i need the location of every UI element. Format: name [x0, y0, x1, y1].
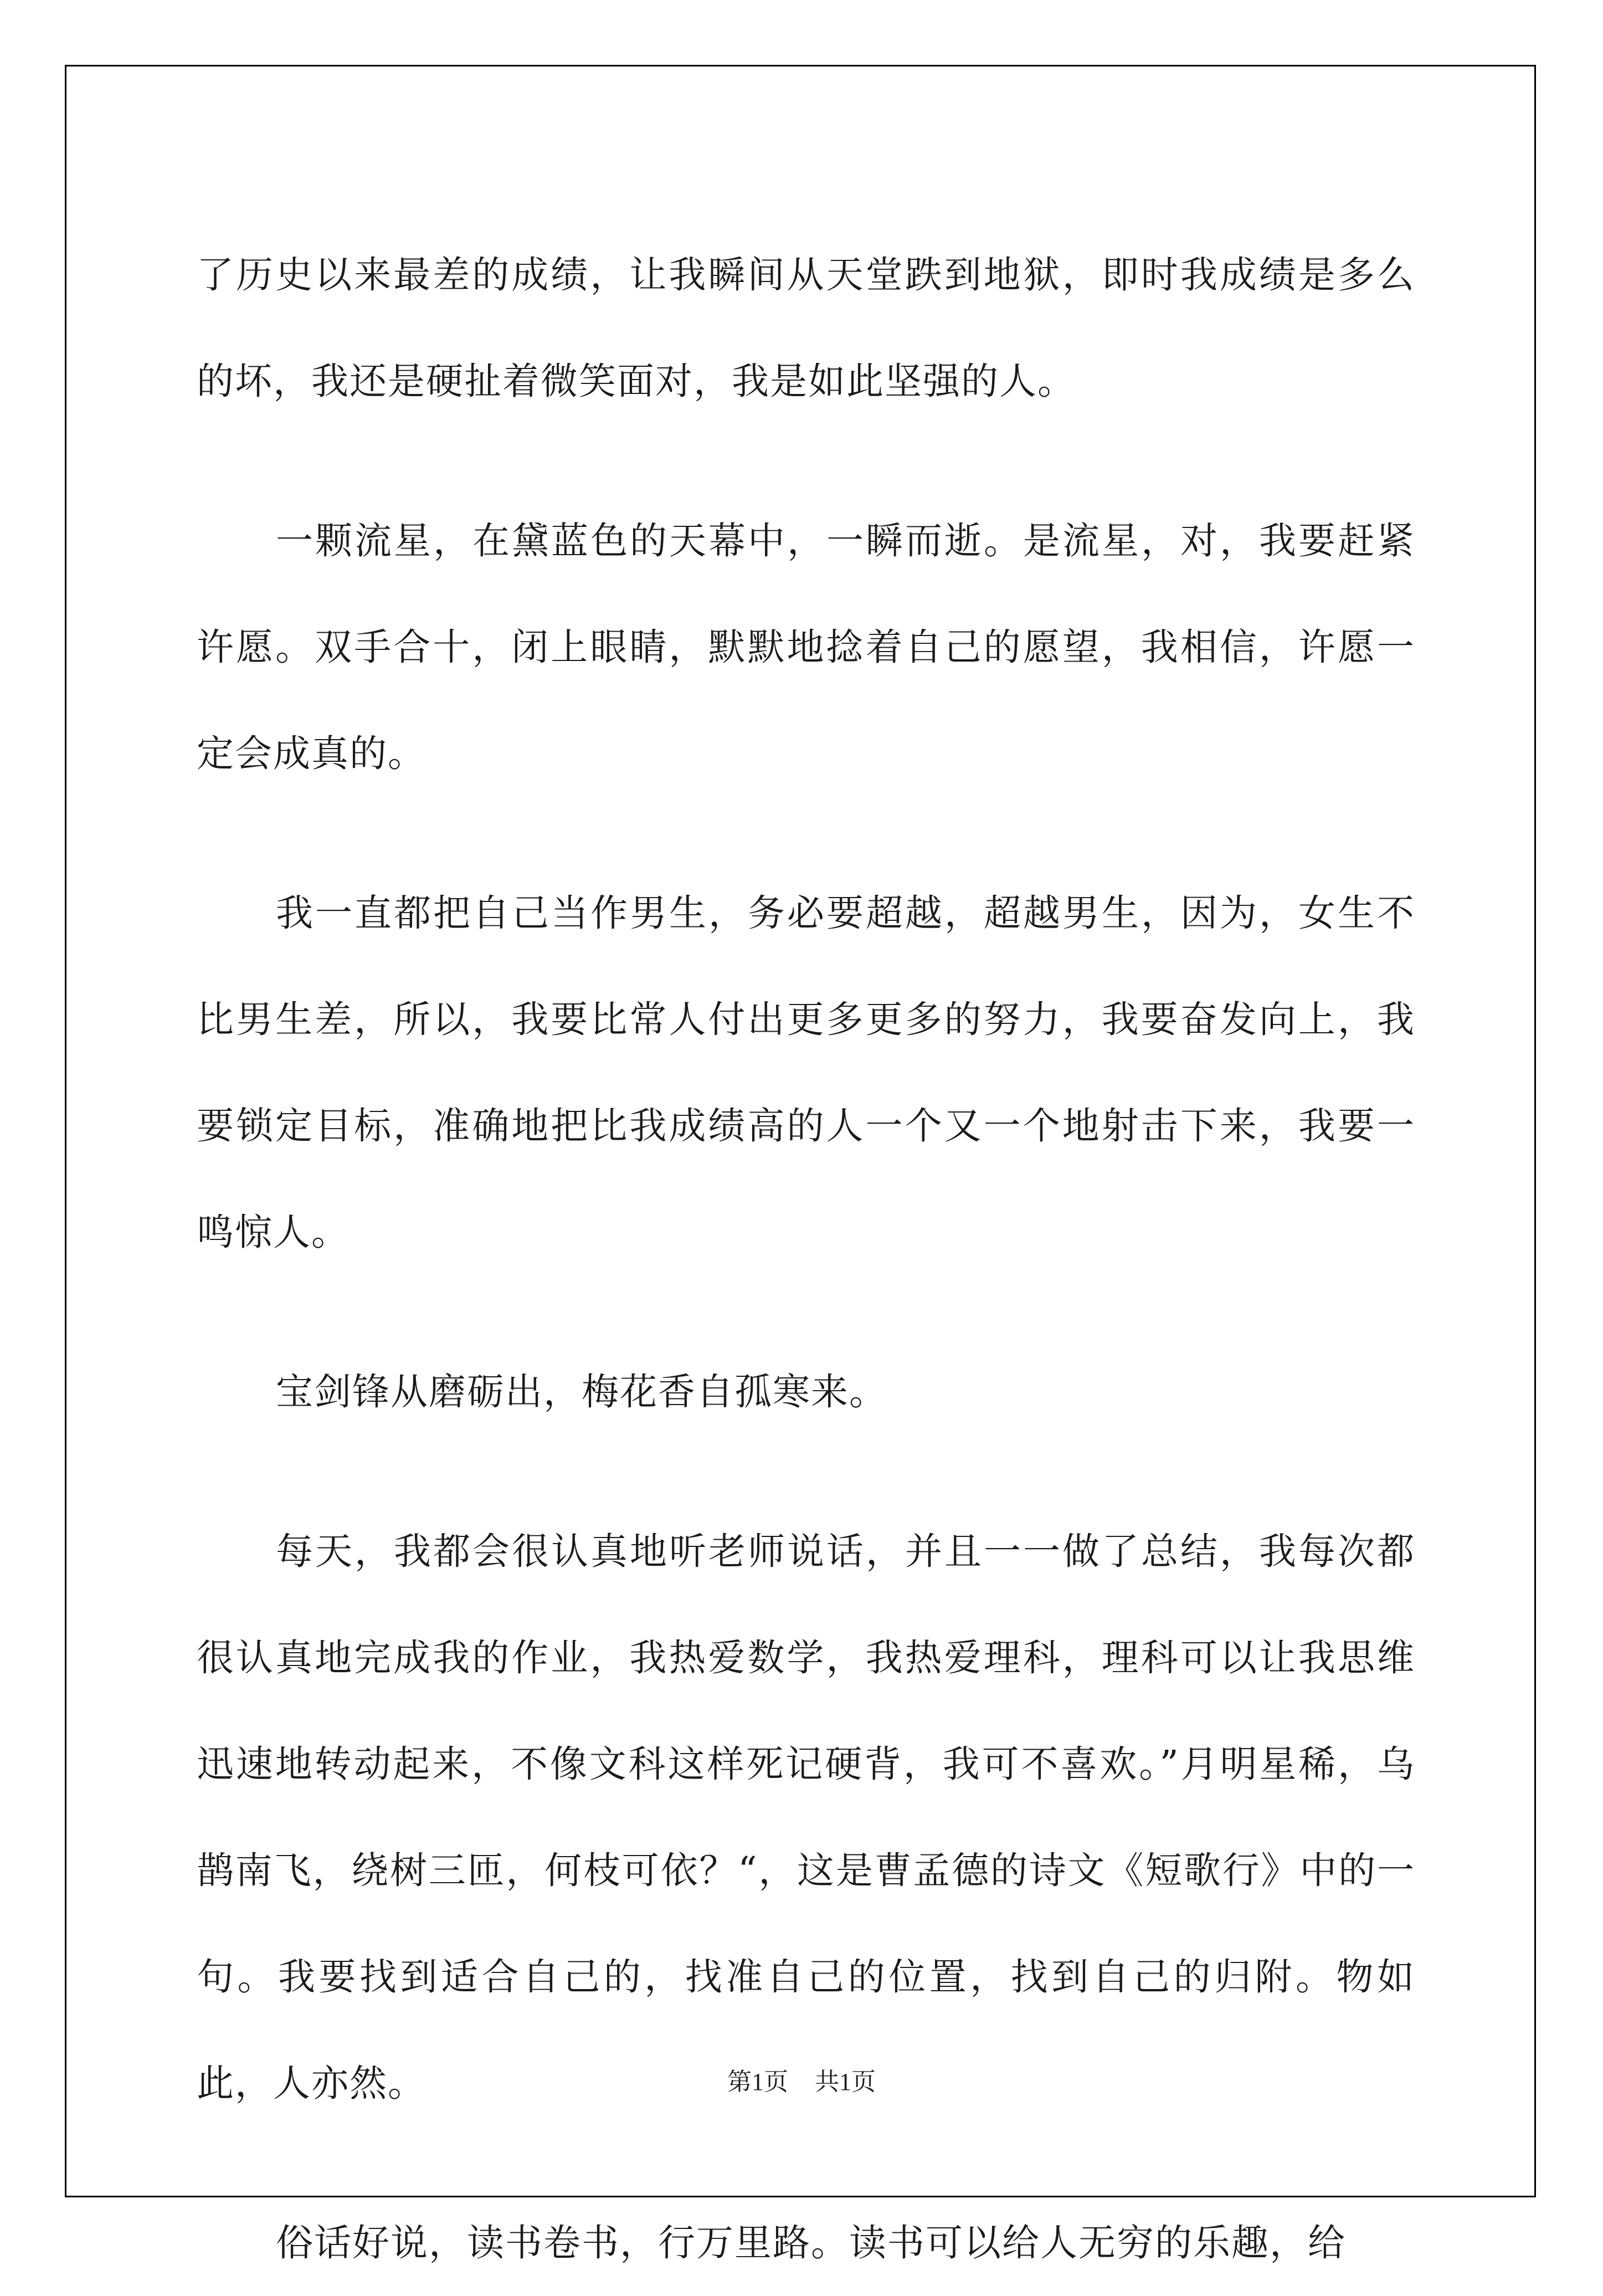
paragraph-6: 俗话好说，读书卷书，行万里路。读书可以给人无穷的乐趣，给 [276, 2221, 1346, 2264]
document-body [197, 222, 1415, 2296]
paragraph-1: 了历史以来最差的成绩，让我瞬间从天堂跌到地狱，即时我成绩是多么的坏，我还是硬扯着微笑面对，我是如此坚强的人。 [197, 253, 1415, 403]
page-number-current: 第1页 [727, 2068, 788, 2095]
paragraph-2: 一颗流星，在黛蓝色的天幕中，一瞬而逝。是流星，对，我要赶紧许愿。双手合十，闭上眼睛，默默地捻着自己的愿望，我相信，许愿一定会成真的。 [197, 519, 1415, 775]
paragraph-3: 我一直都把自己当作男生，务必要超越，超越男生，因为，女生不比男生差，所以，我要比常人付出更多更多的努力，我要奋发向上，我要锁定目标，准确地把比我成绩高的人一个又一个地射击下来，我要一鸣惊人。 [197, 891, 1415, 1254]
page-footer [0, 2066, 1603, 2099]
paragraph-5: 每天，我都会很认真地听老师说话，并且一一做了总结，我每次都很认真地完成我的作业，我热爱数学，我热爱理科，理科可以让我思维迅速地转动起来，不像文科这样死记硬背，我可不喜欢。”月明星稀，乌鹊南飞，绕树三匝，何枝可依？“，这是曹孟德的诗文《短歌行》中的一句。我要找到适合自己的，找准自己的位置，找到自己的归附。物如此，人亦然。 [197, 1530, 1415, 2105]
page-number-total: 共1页 [815, 2068, 876, 2095]
paragraph-4: 宝剑锋从磨砺出，梅花香自孤寒来。 [276, 1370, 887, 1413]
